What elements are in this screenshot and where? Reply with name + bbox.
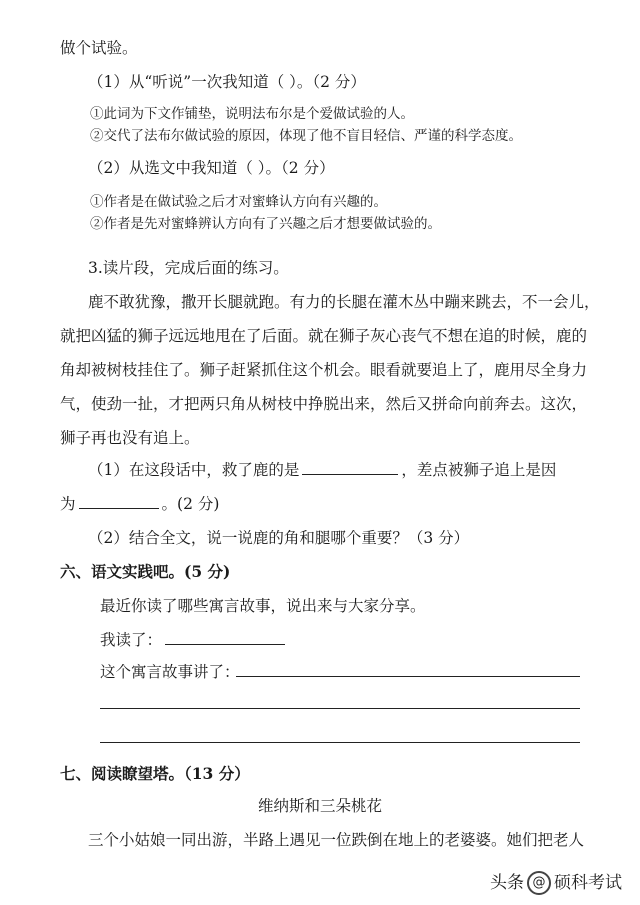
question-3a-text: 为 [60,495,76,513]
question-3a-cont [60,492,219,514]
option-2a: ①作者是在做试验之后才对蜜蜂认方向有兴趣的。 [90,194,387,210]
question-1: （1）从“听说”一次我知道（ ）。（2 分） [88,73,366,91]
question-3a-text: ，差点被狮子追上是因 [401,461,557,479]
answer-line[interactable] [100,742,580,743]
option-2b: ②作者是先对蜜蜂辨认方向有了兴趣之后才想要做试验的。 [90,216,441,232]
passage-line: 三个小姑娘一同出游，半路上遇见一位跌倒在地上的老婆婆。她们把老人 [88,831,585,849]
question-2: （2）从选文中我知道（ ）。（2 分） [88,159,335,177]
story-label-text: 这个寓言故事讲了： [100,663,240,681]
read-label [100,628,288,650]
question-3b: （2）结合全文，说一说鹿的角和腿哪个重要？（3 分） [88,529,470,547]
watermark [490,868,622,895]
text-line: 做个试验。 [60,39,138,57]
passage-title: 维纳斯和三朵桃花 [258,797,383,815]
section-6-prompt: 最近你读了哪些寓言故事，说出来与大家分享。 [100,597,426,615]
passage-line: 鹿不敢犹豫，撒开长腿就跑。有力的长腿在灌木丛中蹦来跳去，不一会儿， [88,293,600,311]
answer-line[interactable] [236,676,580,677]
at-icon: @ [527,871,551,895]
question-3a-text: 。(2 分) [161,495,220,513]
section-7-heading: 七、阅读瞭望塔。（13 分） [60,764,250,783]
watermark-name: 硕科考试 [554,873,622,893]
question-3a [88,458,556,480]
passage-line: 就把凶猛的狮子远远地甩在了后面。就在狮子灰心丧气不想在追的时候，鹿的 [60,327,588,345]
section-6-heading: 六、语文实践吧。(5 分) [60,562,231,581]
read-label-text: 我读了： [100,631,163,649]
option-1b: ②交代了法布尔做试验的原因，体现了他不盲目轻信、严谨的科学态度。 [90,128,522,144]
answer-line[interactable] [100,708,580,709]
story-label [100,660,240,682]
answer-blank[interactable] [302,460,398,475]
option-1a: ①此词为下文作铺垫，说明法布尔是个爱做试验的人。 [90,106,414,122]
passage-line: 角却被树枝挂住了。狮子赶紧抓住这个机会。眼看就要追上了，鹿用尽全身力 [60,361,588,379]
passage-line: 气，使劲一扯，才把两只角从树枝中挣脱出来，然后又拼命向前奔去。这次， [60,395,588,413]
question-3a-text: （1）在这段话中，救了鹿的是 [88,461,300,479]
answer-blank[interactable] [79,494,159,509]
passage-line: 狮子再也没有追上。 [60,429,200,447]
answer-blank[interactable] [165,630,285,645]
section-3-heading: 3.读片段，完成后面的练习。 [88,259,289,277]
watermark-prefix: 头条 [490,873,524,893]
